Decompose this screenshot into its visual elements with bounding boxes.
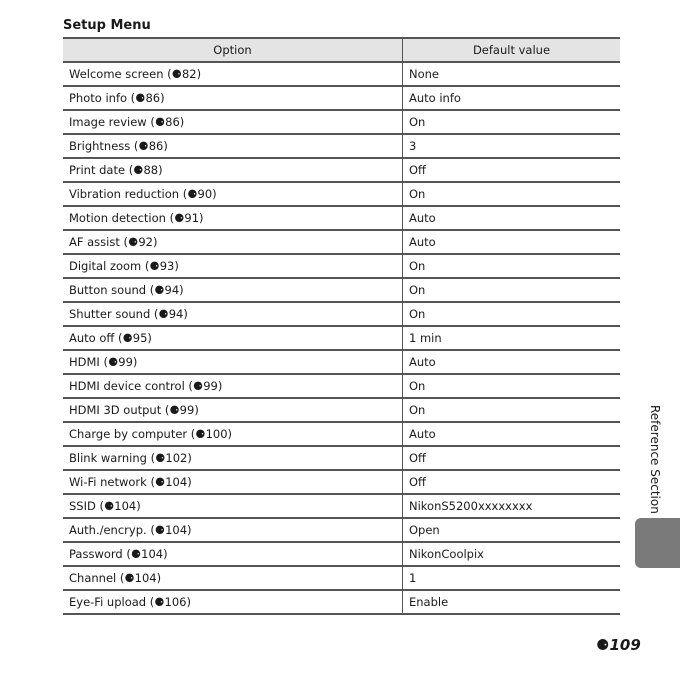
page-number: ⚈109 bbox=[596, 636, 641, 654]
option-cell: Brightness (⚈86) bbox=[63, 134, 403, 158]
table-header-row bbox=[63, 38, 620, 62]
option-cell: SSID (⚈104) bbox=[63, 494, 403, 518]
default-value-cell: NikonCoolpix bbox=[403, 542, 621, 566]
table-row bbox=[63, 374, 620, 398]
table-row bbox=[63, 110, 620, 134]
default-value-cell: On bbox=[403, 110, 621, 134]
option-cell: HDMI 3D output (⚈99) bbox=[63, 398, 403, 422]
option-cell: Blink warning (⚈102) bbox=[63, 446, 403, 470]
option-cell: Button sound (⚈94) bbox=[63, 278, 403, 302]
table-row bbox=[63, 398, 620, 422]
option-cell: HDMI device control (⚈99) bbox=[63, 374, 403, 398]
table-row bbox=[63, 62, 620, 86]
table-row bbox=[63, 350, 620, 374]
default-value-cell: Auto bbox=[403, 422, 621, 446]
option-cell: Channel (⚈104) bbox=[63, 566, 403, 590]
option-cell: Charge by computer (⚈100) bbox=[63, 422, 403, 446]
default-value-cell: Open bbox=[403, 518, 621, 542]
option-cell: HDMI (⚈99) bbox=[63, 350, 403, 374]
table-row bbox=[63, 590, 620, 614]
table-row bbox=[63, 326, 620, 350]
option-cell: Image review (⚈86) bbox=[63, 110, 403, 134]
table-row bbox=[63, 206, 620, 230]
default-value-cell: On bbox=[403, 374, 621, 398]
table-row bbox=[63, 542, 620, 566]
default-value-cell: Off bbox=[403, 446, 621, 470]
table-row bbox=[63, 86, 620, 110]
option-cell: Wi-Fi network (⚈104) bbox=[63, 470, 403, 494]
default-value-cell: Enable bbox=[403, 590, 621, 614]
default-value-cell: On bbox=[403, 254, 621, 278]
option-cell: Shutter sound (⚈94) bbox=[63, 302, 403, 326]
option-cell: Motion detection (⚈91) bbox=[63, 206, 403, 230]
table-row bbox=[63, 158, 620, 182]
option-cell: Eye-Fi upload (⚈106) bbox=[63, 590, 403, 614]
option-cell: Welcome screen (⚈82) bbox=[63, 62, 403, 86]
reference-section-label: Reference Section bbox=[648, 405, 662, 514]
option-cell: Vibration reduction (⚈90) bbox=[63, 182, 403, 206]
default-value-cell: Auto bbox=[403, 206, 621, 230]
page-title: Setup Menu bbox=[63, 18, 151, 33]
table-row bbox=[63, 182, 620, 206]
reference-section-tab bbox=[635, 518, 680, 568]
table-row bbox=[63, 134, 620, 158]
option-cell: Auth./encryp. (⚈104) bbox=[63, 518, 403, 542]
default-value-cell: Auto bbox=[403, 350, 621, 374]
default-value-cell: 3 bbox=[403, 134, 621, 158]
table-row bbox=[63, 470, 620, 494]
table-row bbox=[63, 422, 620, 446]
table-row bbox=[63, 494, 620, 518]
default-value-cell: NikonS5200xxxxxxxx bbox=[403, 494, 621, 518]
default-value-cell: On bbox=[403, 182, 621, 206]
default-value-cell: Auto info bbox=[403, 86, 621, 110]
option-cell: AF assist (⚈92) bbox=[63, 230, 403, 254]
option-cell: Digital zoom (⚈93) bbox=[63, 254, 403, 278]
table-row bbox=[63, 254, 620, 278]
default-value-cell: 1 bbox=[403, 566, 621, 590]
table-row bbox=[63, 278, 620, 302]
setup-menu-table bbox=[63, 37, 620, 615]
default-value-cell: On bbox=[403, 398, 621, 422]
default-value-cell: Auto bbox=[403, 230, 621, 254]
table-row bbox=[63, 230, 620, 254]
default-value-cell: 1 min bbox=[403, 326, 621, 350]
table-row bbox=[63, 302, 620, 326]
default-value-cell: On bbox=[403, 278, 621, 302]
column-header-default-value: Default value bbox=[403, 38, 621, 62]
default-value-cell: On bbox=[403, 302, 621, 326]
option-cell: Photo info (⚈86) bbox=[63, 86, 403, 110]
default-value-cell: Off bbox=[403, 470, 621, 494]
table-row bbox=[63, 518, 620, 542]
table-row bbox=[63, 566, 620, 590]
default-value-cell: None bbox=[403, 62, 621, 86]
column-header-option: Option bbox=[63, 38, 403, 62]
option-cell: Password (⚈104) bbox=[63, 542, 403, 566]
option-cell: Auto off (⚈95) bbox=[63, 326, 403, 350]
option-cell: Print date (⚈88) bbox=[63, 158, 403, 182]
table-row bbox=[63, 446, 620, 470]
default-value-cell: Off bbox=[403, 158, 621, 182]
